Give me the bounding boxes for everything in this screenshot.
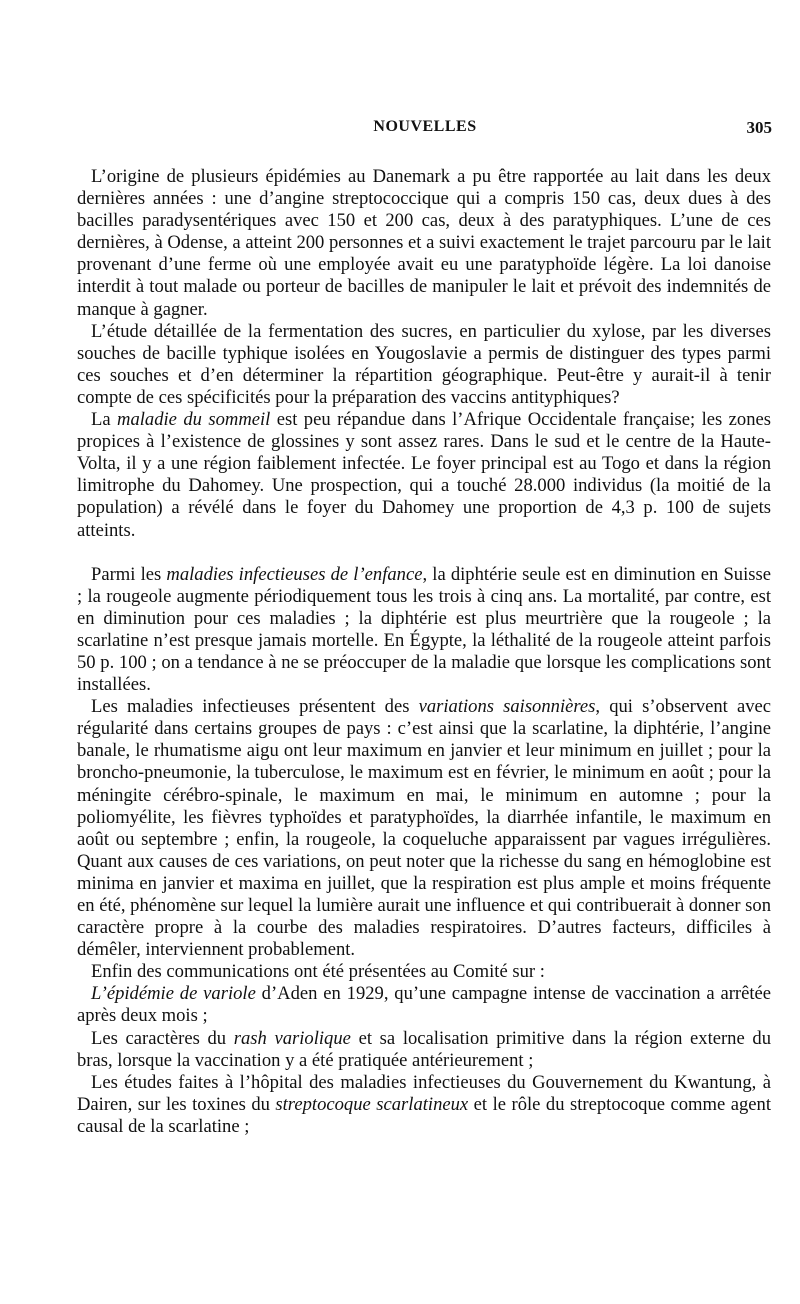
paragraph [77, 564, 771, 697]
text-run: L’étude détaillée de la fermentation des sucres, en particulier du xylose, par les diverses souches de bacille typhique isolées en Yougoslavie a permis de distinguer des types parmi ces souches et d’en déterminer la répartition géographique. Peut-être y aurait-il à tenir compte de ces spécificités pour la préparation des vaccins antityphiques? [77, 320, 771, 408]
text-run: Parmi les [91, 563, 167, 585]
text-run: Les maladies infectieuses présentent des [91, 696, 419, 718]
paragraph [77, 409, 771, 542]
italic-term: streptocoque scarlatineux [275, 1093, 469, 1115]
italic-term: L’épidémie de variole [91, 983, 256, 1005]
page-number: 305 [746, 118, 772, 137]
text-run: , la diphtérie seule est en diminution en Suisse ; la rougeole augmente périodiquement tous les trois à cinq ans. La mortalité, par contre, est en diminution pour ces maladies ; la diphtérie est plus meurtrière que la rougeole ; la scarlatine n’est presque jamais mortelle. En Égypte, la léthalité de la rougeole atteint parfois 50 p. 100 ; on a tendance à ne se préoccuper de la maladie que lorsque les complications sont installées. [77, 563, 771, 696]
paragraph [77, 961, 771, 983]
text-run: d’Aden en 1929, qu’une campagne intense de vaccination a arrêtée après deux mois ; [77, 983, 772, 1027]
paragraph [77, 166, 771, 321]
text-run: Les caractères du [91, 1027, 234, 1049]
text-run: , qui s’observent avec régularité dans certains groupes de pays : c’est ainsi que la scarlatine, la diphtérie, l’angine banale, le rhumatisme aigu ont leur maximum en janvier et leur minimum en juillet ; pour la broncho-pneumonie, la tuberculose, le maximum est en février, le minimum en août ; pour la méningite cérébro-spinale, le maximum en mai, le minimum en automne ; pour la poliomyélite, les fièvres typhoïdes et paratyphoïdes, la diarrhée infantile, le maximum en août ou septembre ; enfin, la rougeole, la coqueluche apparaissent par vagues irrégulières. Quant aux causes de ces variations, on peut noter que la richesse du sang en hémoglobine est minima en janvier et maxima en juillet, que la respiration est plus ample et moins fréquente en été, phénomène sur lequel la lumière aurait une influence et qui contribuerait à donner son caractère propre à la courbe des maladies respiratoires. D’autres facteurs, difficiles à démêler, interviennent probablement. [77, 696, 771, 961]
paragraph [77, 983, 771, 1027]
text-run: et le rôle du streptocoque comme agent causal de la scarlatine ; [77, 1093, 772, 1137]
italic-term: variations saisonnières [418, 696, 596, 718]
text-run: La [91, 409, 118, 431]
text-run: Les études faites à l’hôpital des maladies infectieuses du Gouvernement du Kwantung, à Dairen, sur les toxines du [77, 1071, 771, 1115]
text-run: L’origine de plusieurs épidémies au Danemark a pu être rapportée au lait dans les deux dernières années : une d’angine streptococcique qui a compris 150 cas, deux dues à des bacilles paradysentériques avec 150 et 200 cas, deux à des paratyphiques. L’une de ces dernières, à Odense, a atteint 200 personnes et a suivi exactement le trajet parcouru par le lait provenant d’une ferme où une employée avait eu une paratyphoïde légère. La loi danoise interdit à tout malade ou porteur de bacilles de manipuler le lait et prévoit des indemnités de manque à gagner. [77, 166, 771, 320]
paragraph [77, 321, 771, 409]
body-text [77, 166, 771, 1138]
italic-term: maladie du sommeil [117, 409, 271, 431]
page-header [78, 118, 772, 144]
text-run: et sa localisation primitive dans la région externe du bras, lorsque la vaccination y a été pratiquée antérieurement ; [77, 1027, 771, 1071]
paragraph [77, 696, 771, 961]
text-run: est peu répandue dans l’Afrique Occidentale française; les zones propices à l’existence de glossines y sont assez rares. Dans le sud et le centre de la Haute-Volta, il y a une région faiblement infectée. Le foyer principal est au Togo et dans la région limitrophe du Dahomey. Une prospection, qui a touché 28.000 individus (la moitié de la population) a révélé dans le foyer du Dahomey une proportion de 4,3 p. 100 de sujets atteints. [77, 409, 771, 541]
paragraph [77, 1028, 771, 1072]
paragraph [77, 1072, 771, 1138]
text-run: Enfin des communications ont été présentées au Comité sur : [91, 961, 545, 983]
italic-term: maladies infectieuses de l’enfance [166, 563, 423, 585]
italic-term: rash variolique [233, 1027, 351, 1049]
running-title: NOUVELLES [373, 118, 477, 135]
